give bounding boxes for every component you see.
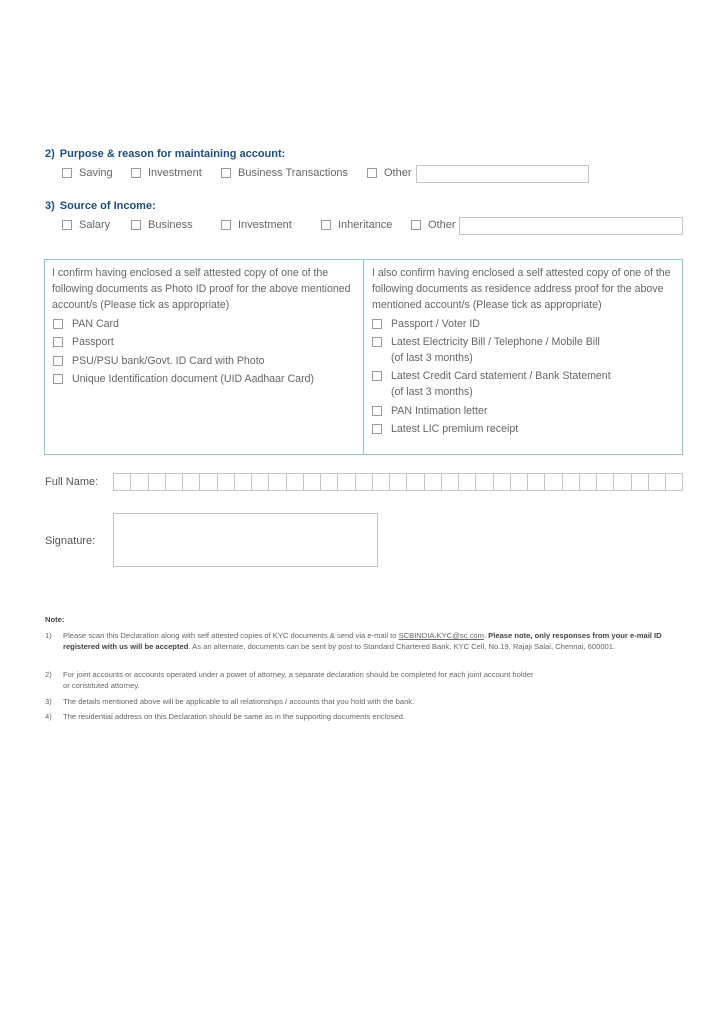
note-1-number: 1)	[45, 631, 52, 640]
govt-id-label: PSU/PSU bank/Govt. ID Card with Photo	[72, 355, 265, 367]
note-2-line-2: or constituted attorney.	[63, 681, 140, 690]
photo-id-box	[44, 259, 364, 455]
income-options	[62, 220, 462, 234]
salary-label: Salary	[79, 219, 111, 231]
aadhaar-checkbox[interactable]	[53, 374, 63, 384]
business-transactions-label: Business Transactions	[238, 167, 349, 179]
business-checkbox[interactable]	[131, 220, 141, 230]
note-2-number: 2)	[45, 670, 52, 679]
note-4	[45, 711, 685, 722]
income-other-input[interactable]	[459, 217, 683, 235]
photo-id-intro: I confirm having enclosed a self attested copy of one of the following documents as Photo ID proof for the above mentioned account/s (Please tick as appropriate)	[52, 267, 351, 311]
note-3-number: 3)	[45, 697, 52, 706]
inheritance-label: Inheritance	[338, 219, 393, 231]
salary-checkbox[interactable]	[62, 220, 72, 230]
passport-label: Passport	[72, 336, 114, 348]
address-proof-box	[363, 259, 683, 455]
section-2-number: 2)	[45, 148, 55, 160]
income-investment-checkbox[interactable]	[221, 220, 231, 230]
pan-intimation-checkbox[interactable]	[372, 406, 382, 416]
utility-bill-checkbox[interactable]	[372, 337, 382, 347]
kyc-email-link[interactable]: SCBINDIA.KYC@sc.com	[398, 631, 484, 640]
note-1-bold: Please note, only responses from your e-mail ID registered with us will be accepted	[63, 631, 662, 651]
section-3-title: Source of Income:	[59, 200, 156, 212]
purpose-other-input[interactable]	[416, 165, 589, 183]
note-3	[45, 696, 685, 707]
investment-checkbox[interactable]	[131, 168, 141, 178]
full-name-input[interactable]	[113, 473, 683, 491]
section-2-heading	[45, 148, 285, 160]
business-transactions-checkbox[interactable]	[221, 168, 231, 178]
business-label: Business	[148, 219, 193, 231]
notes-title: Note:	[45, 615, 65, 624]
section-2-title: Purpose & reason for maintaining account:	[59, 148, 286, 160]
investment-label: Investment	[148, 167, 202, 179]
bank-statement-checkbox[interactable]	[372, 371, 382, 381]
section-3-heading	[45, 200, 156, 212]
lic-receipt-label: Latest LIC premium receipt	[391, 423, 519, 435]
utility-bill-note: (of last 3 months)	[391, 352, 473, 364]
note-3-text: The details mentioned above will be applicable to all relationships / accounts that you hold with the bank.	[63, 697, 415, 706]
saving-checkbox[interactable]	[62, 168, 72, 178]
saving-label: Saving	[79, 167, 113, 179]
purpose-other-checkbox[interactable]	[367, 168, 377, 178]
pan-card-label: PAN Card	[72, 318, 119, 330]
bank-statement-note: (of last 3 months)	[391, 386, 473, 398]
voter-id-label: Passport / Voter ID	[391, 318, 480, 330]
note-1-part-b: .	[483, 631, 489, 640]
note-2-line-1: For joint accounts or accounts operated under a power of attorney, a separate declaration should be completed for each joint account holder	[63, 670, 534, 679]
note-4-text: The residential address on this Declaration should be same as in the supporting documents enclosed.	[63, 712, 405, 721]
note-2	[45, 669, 685, 691]
income-investment-label: Investment	[238, 219, 292, 231]
signature-box[interactable]	[113, 513, 378, 567]
note-2-text	[63, 669, 685, 691]
purpose-other-label: Other	[384, 167, 412, 179]
note-1-part-c: . As an alternate, documents can be sent by post to Standard Chartered Bank, KYC Cell, No.19, Rajaji Salai, Chennai, 600001.	[188, 642, 616, 651]
income-other-checkbox[interactable]	[411, 220, 421, 230]
note-1-text	[63, 630, 685, 652]
note-1-part-a: Please scan this Declaration along with self attested copies of KYC documents & send via e-mail to	[63, 631, 399, 640]
bank-statement-label: Latest Credit Card statement / Bank Statement	[391, 370, 611, 382]
passport-checkbox[interactable]	[53, 337, 63, 347]
pan-card-checkbox[interactable]	[53, 319, 63, 329]
section-3-number: 3)	[45, 200, 55, 212]
note-1	[45, 630, 685, 664]
inheritance-checkbox[interactable]	[321, 220, 331, 230]
lic-receipt-checkbox[interactable]	[372, 424, 382, 434]
aadhaar-label: Unique Identification document (UID Aadhaar Card)	[72, 373, 315, 385]
govt-id-checkbox[interactable]	[53, 356, 63, 366]
signature-label: Signature:	[45, 535, 96, 547]
address-proof-intro: I also confirm having enclosed a self attested copy of one of the following documents as residence address proof for the above mentioned account/s (Please tick as appropriate)	[372, 267, 671, 311]
pan-intimation-label: PAN Intimation letter	[391, 405, 488, 417]
full-name-label: Full Name:	[45, 476, 99, 488]
note-4-number: 4)	[45, 712, 52, 721]
income-other-label: Other	[428, 219, 456, 231]
utility-bill-label: Latest Electricity Bill / Telephone / Mobile Bill	[391, 336, 600, 348]
voter-id-checkbox[interactable]	[372, 319, 382, 329]
